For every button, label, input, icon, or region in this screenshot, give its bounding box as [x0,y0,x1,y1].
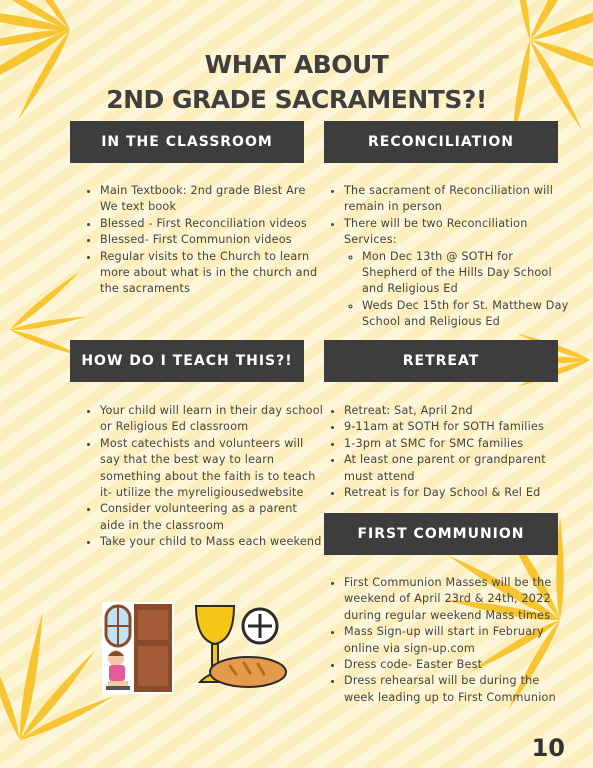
list-item: • Blessed - First Reconciliation videos [100,216,325,232]
list-item: • Main Textbook: 2nd grade Blest Are We text book [100,183,325,216]
section-header-classroom: IN THE CLASSROOM [70,121,304,163]
list-item: • 9-11am at SOTH for SOTH families [344,419,569,435]
list-item: • Retreat is for Day School & Rel Ed [344,485,569,501]
sub-list-item: ◦ Weds Dec 15th for St. Matthew Day School and Religious Ed [362,298,569,331]
page-title-line-1: WHAT ABOUT [204,50,389,79]
list-item: • Dress rehearsal will be during the week leading up to First Communion [344,673,569,706]
list-item: • At least one parent or grandparent must attend [344,452,569,485]
sub-list-item: ◦ Mon Dec 13th @ SOTH for Shepherd of the Hills Day School and Religious Ed [362,249,569,298]
list-item: • Consider volunteering as a parent aide in the classroom [100,501,325,534]
section-header-retreat: RETREAT [324,340,558,382]
reconciliation-list [330,183,569,331]
communion-list [330,575,569,706]
section-header-teach: HOW DO I TEACH THIS?! [70,340,304,382]
chalice-bread-image [190,600,290,690]
list-item: • Dress code- Easter Best [344,657,569,673]
list-item: • Retreat: Sat, April 2nd [344,403,569,419]
classroom-list [86,183,325,298]
list-item: • 1-3pm at SMC for SMC families [344,436,569,452]
list-item: • First Communion Masses will be the weekend of April 23rd & 24th, 2022 during regular weekend Mass times [344,575,569,624]
list-item: • Your child will learn in their day school or Religious Ed classroom [100,403,325,436]
page-number: 10 [531,734,565,762]
section-header-reconciliation: RECONCILIATION [324,121,558,163]
girl-confessional-image [102,602,174,694]
list-item: • Most catechists and volunteers will say that the best way to learn something about the faith is to teach it- utilize the myreligiousedwebsite [100,436,325,502]
list-item: • The sacrament of Reconciliation will remain in person [344,183,569,216]
reconciliation-sublist [344,249,569,331]
list-item: • Blessed- First Communion videos [100,232,325,248]
list-item: • Mass Sign-up will start in February online via sign-up.com [344,624,569,657]
retreat-list [330,403,569,501]
list-item [344,216,569,331]
teach-list [86,403,325,551]
list-item: • Take your child to Mass each weekend [100,534,325,550]
section-header-communion: FIRST COMMUNION [324,513,558,555]
list-item-text: There will be two Reconciliation Services: [344,216,528,247]
page-title-line-2: 2ND GRADE SACRAMENTS?! [106,85,487,114]
list-item: • Regular visits to the Church to learn more about what is in the church and the sacraments [100,249,325,298]
